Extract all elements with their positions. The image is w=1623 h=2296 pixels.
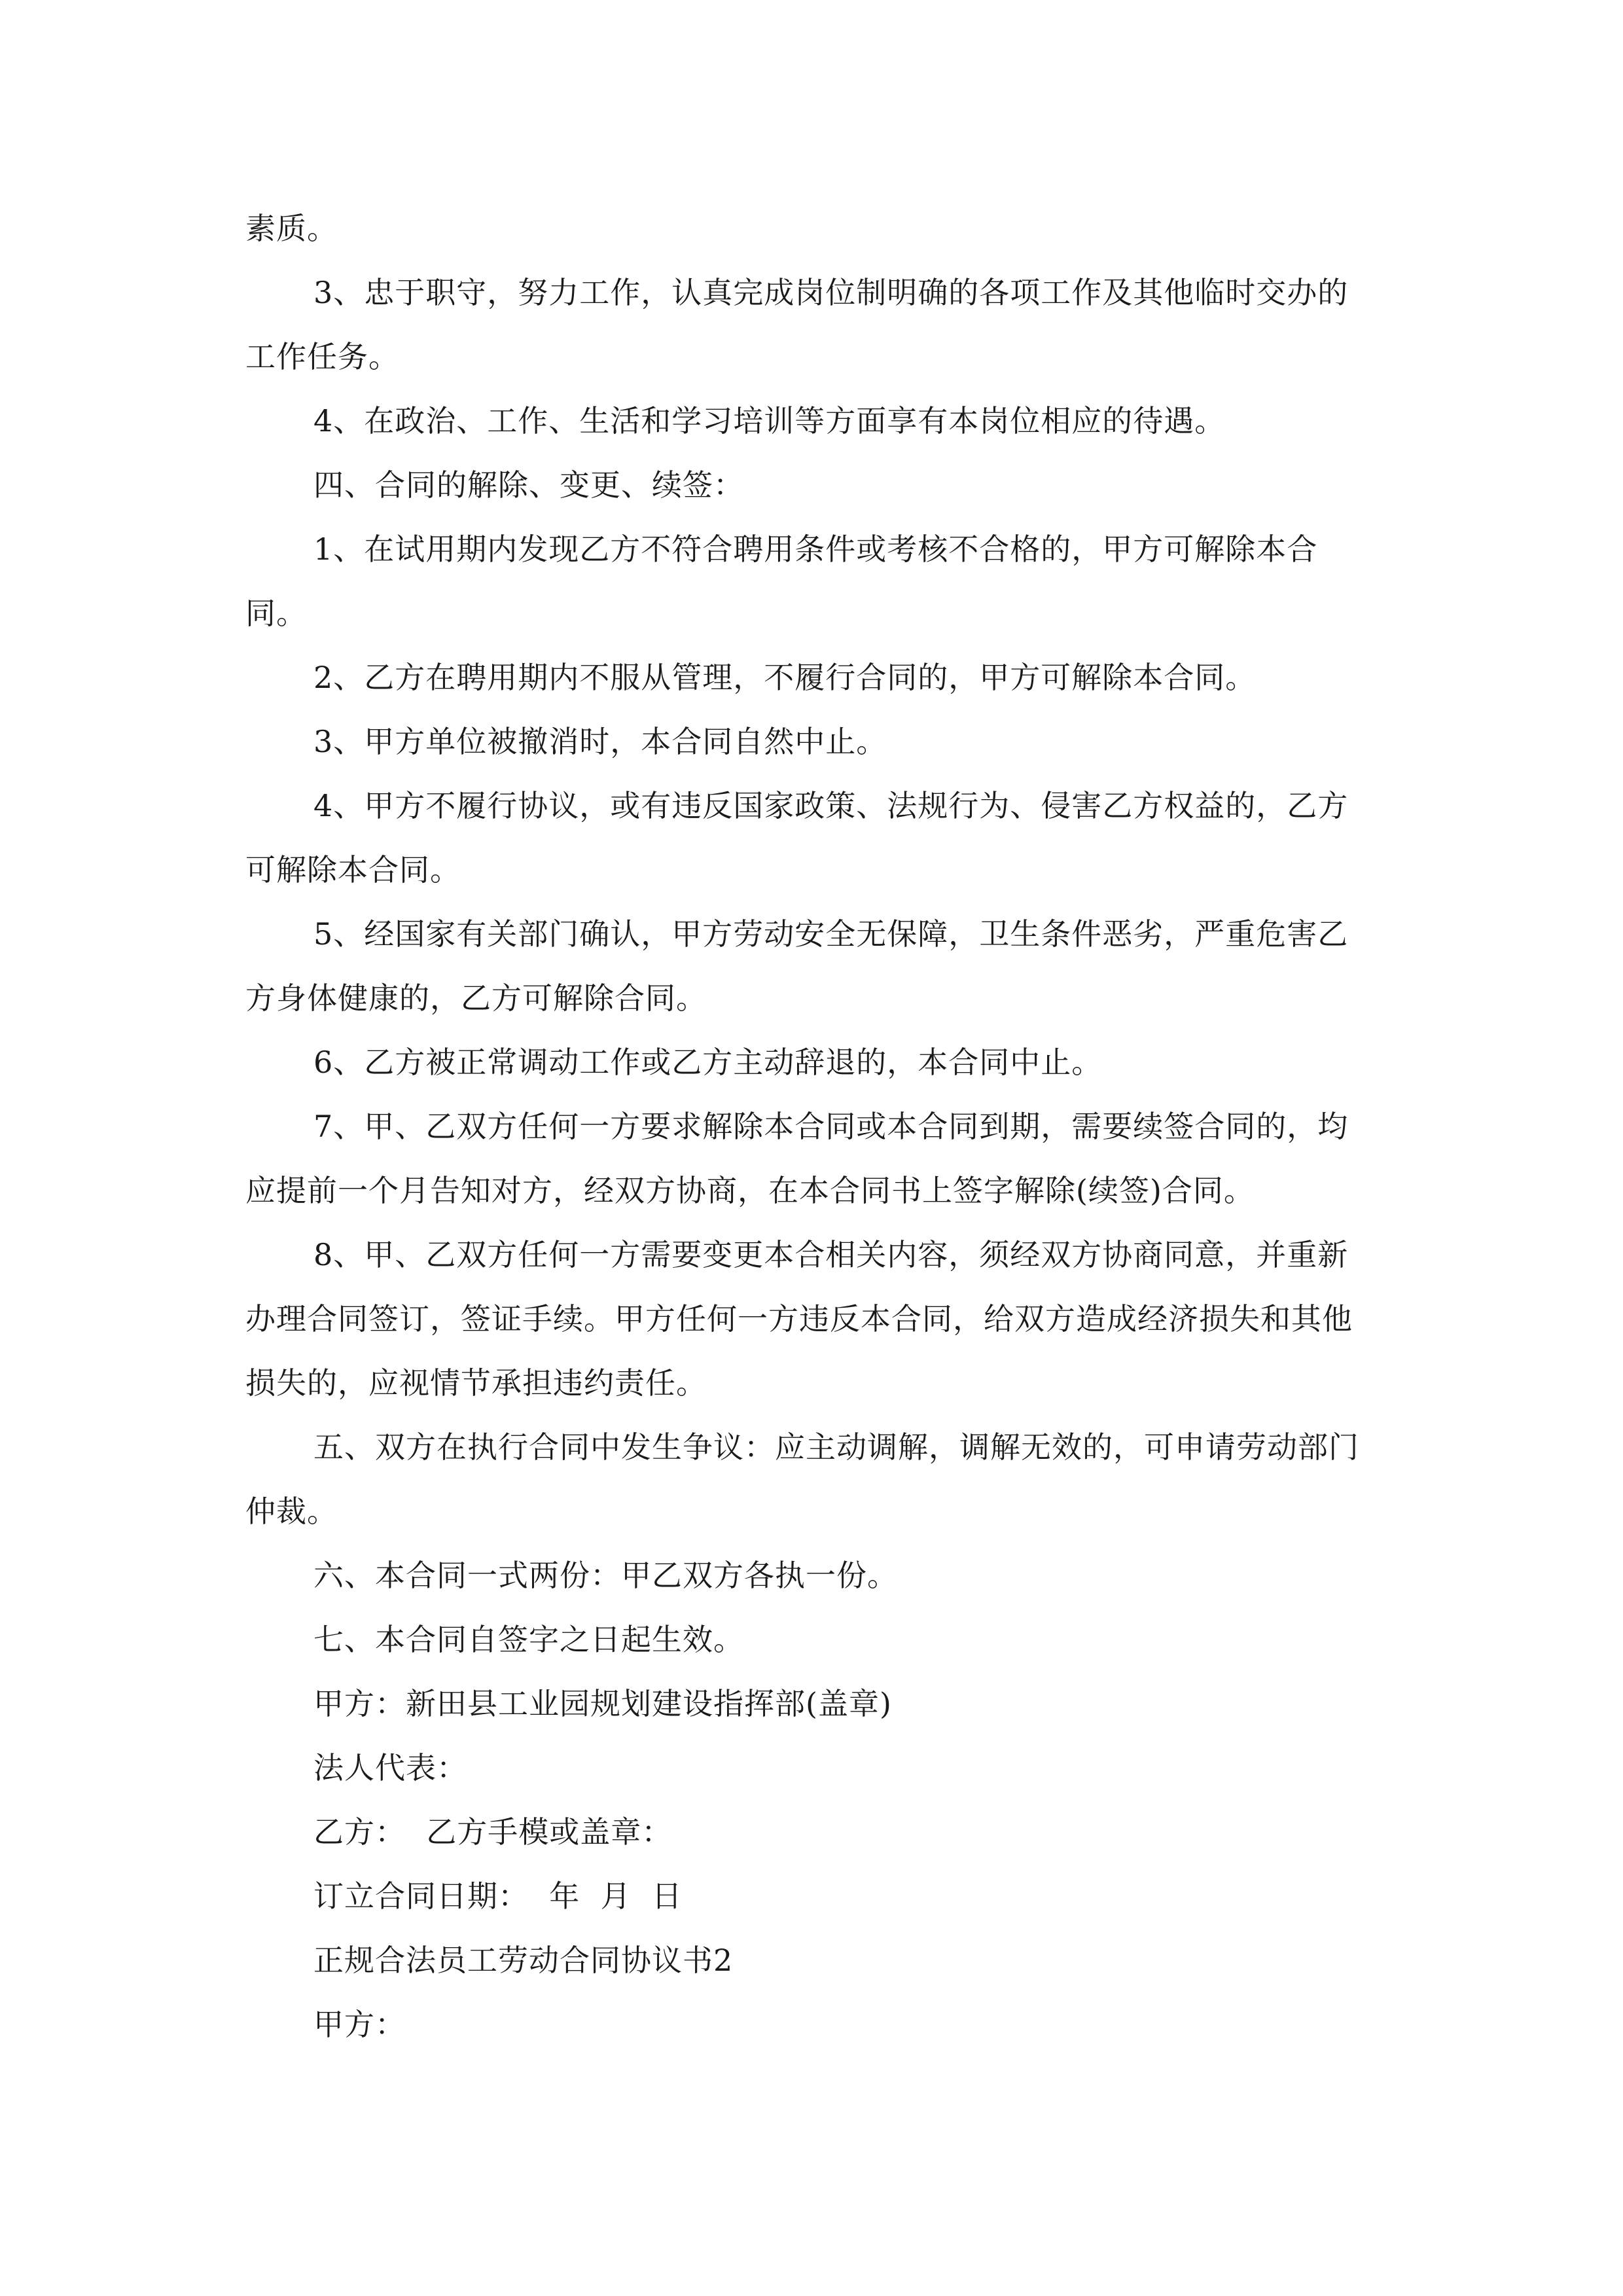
paragraph: 5、经国家有关部门确认，甲方劳动安全无保障，卫生条件恶劣，严重危害乙方身体健康的，乙方可解除合同。 — [245, 916, 1349, 1016]
party-b-line: 乙方： 乙方手模或盖章： — [313, 1814, 673, 1850]
paragraph: 6、乙方被正常调动工作或乙方主动辞退的，本合同中止。 — [313, 1045, 1103, 1080]
paragraph: 2、乙方在聘用期内不服从管理，不履行合同的，甲方可解除本合同。 — [313, 660, 1257, 695]
paragraph: 3、忠于职守，努力工作，认真完成岗位制明确的各项工作及其他临时交办的工作任务。 — [245, 275, 1349, 374]
section-heading: 七、本合同自签字之日起生效。 — [313, 1622, 744, 1657]
paragraph: 素质。 — [245, 211, 338, 246]
paragraph: 1、在试用期内发现乙方不符合聘用条件或考核不合格的，甲方可解除本合同。 — [245, 531, 1318, 631]
section-heading: 六、本合同一式两份：甲乙双方各执一份。 — [313, 1558, 898, 1593]
next-party-a-line: 甲方： — [313, 2007, 406, 2042]
paragraph: 7、甲、乙双方任何一方要求解除本合同或本合同到期，需要续签合同的，均应提前一个月告知对方，经双方协商，在本合同书上签字解除(续签)合同。 — [245, 1109, 1349, 1208]
paragraph: 4、甲方不履行协议，或有违反国家政策、法规行为、侵害乙方权益的，乙方可解除本合同。 — [245, 788, 1349, 888]
next-document-title: 正规合法员工劳动合同协议书2 — [313, 1943, 734, 1978]
section-heading: 四、合同的解除、变更、续签： — [313, 467, 744, 503]
paragraph: 8、甲、乙双方任何一方需要变更本合相关内容，须经双方协商同意，并重新办理合同签订，签证手续。甲方任何一方违反本合同，给双方造成经济损失和其他损失的，应视情节承担违约责任。 — [245, 1237, 1353, 1401]
paragraph: 3、甲方单位被撤消时，本合同自然中止。 — [313, 724, 887, 759]
contract-date-line: 订立合同日期： 年 月 日 — [313, 1878, 683, 1914]
legal-representative-line: 法人代表： — [313, 1750, 467, 1785]
section-heading: 五、双方在执行合同中发生争议：应主动调解，调解无效的，可申请劳动部门仲裁。 — [245, 1429, 1359, 1529]
paragraph: 4、在政治、工作、生活和学习培训等方面享有本岗位相应的待遇。 — [313, 403, 1226, 439]
party-a-line: 甲方：新田县工业园规划建设指挥部(盖章) — [313, 1686, 892, 1721]
document-body — [245, 196, 1378, 2056]
